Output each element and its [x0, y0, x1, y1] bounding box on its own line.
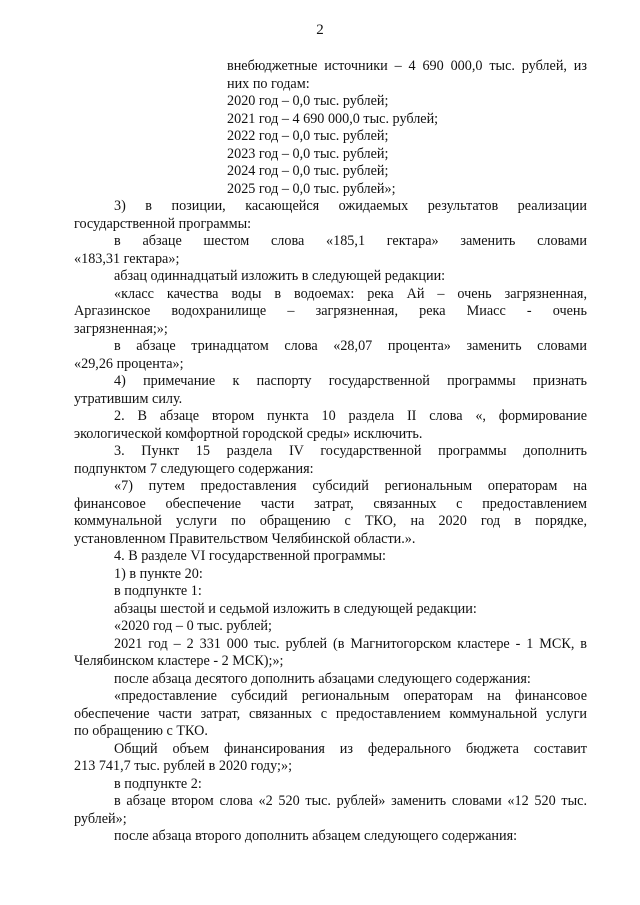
paragraph-line: «29,26 процента»;	[74, 355, 184, 372]
paragraph-line: Общий объем финансирования из федерального бюджета составит	[114, 740, 587, 757]
funding-line: 2020 год – 0,0 тыс. рублей;	[227, 93, 389, 109]
paragraph-line: 3) в позиции, касающейся ожидаемых результатов реализации	[114, 198, 587, 214]
paragraph-line: абзацы шестой и седьмой изложить в следующей редакции:	[114, 600, 477, 617]
paragraph-line: 3. Пункт 15 раздела IV государственной программы дополнить	[114, 443, 587, 459]
paragraph	[74, 268, 587, 286]
paragraph	[74, 688, 587, 741]
paragraph-line: «7) путем предоставления субсидий региональным операторам на	[114, 478, 587, 494]
paragraph-line: в абзаце втором слова «2 520 тыс. рублей» заменить словами «12 520 тыс.	[114, 793, 587, 809]
paragraph-line: 213 741,7 тыс. рублей в 2020 году;»;	[74, 758, 293, 774]
paragraph-line: 4. В разделе VI государственной программы:	[114, 548, 386, 564]
paragraph	[74, 566, 587, 584]
funding-line: них по годам:	[227, 75, 310, 92]
paragraph-line: государственной программы:	[74, 215, 252, 232]
paragraph-line: абзац одиннадцатый изложить в следующей редакции:	[114, 268, 446, 284]
paragraph-line: обеспечение части затрат, связанных с предоставлением коммунальной услуги	[74, 705, 587, 722]
paragraph-line: после абзаца второго дополнить абзацем следующего содержания:	[114, 828, 518, 844]
paragraph-line: загрязненная;»;	[74, 320, 168, 337]
paragraph	[74, 601, 587, 619]
paragraph	[74, 828, 587, 846]
paragraph	[74, 198, 587, 233]
paragraph	[74, 776, 587, 794]
paragraph-line: в абзаце тринадцатом слова «28,07 процента» заменить словами	[114, 338, 587, 354]
paragraph	[74, 618, 587, 636]
paragraph-line: 4) примечание к паспорту государственной программы признать	[114, 373, 587, 389]
paragraph	[74, 478, 587, 548]
paragraph	[74, 338, 587, 373]
paragraph-line: рублей»;	[74, 810, 127, 827]
funding-line: 2022 год – 0,0 тыс. рублей;	[227, 128, 389, 144]
funding-line: 2024 год – 0,0 тыс. рублей;	[227, 163, 389, 179]
paragraph-line: Челябинском кластере - 2 МСК);»;	[74, 653, 284, 669]
paragraph-line: «183,31 гектара»;	[74, 250, 180, 267]
paragraph-line: коммунальной услуги по обращению с ТКО, на 2020 год в порядке,	[74, 513, 587, 529]
paragraph-line: Аргазинское водохранилище – загрязненная, река Миасс - очень	[74, 303, 587, 319]
paragraph	[74, 408, 587, 443]
paragraph-line: в подпункте 1:	[114, 583, 202, 599]
paragraph	[74, 443, 587, 478]
paragraph	[74, 583, 587, 601]
paragraph-line: «2020 год – 0 тыс. рублей;	[114, 618, 272, 634]
paragraph-line: экологической комфортной городской среды» исключить.	[74, 425, 423, 442]
paragraph-line: в подпункте 2:	[114, 775, 202, 792]
paragraph-line: «предоставление субсидий региональным операторам на финансовое	[114, 688, 587, 704]
paragraph-line: финансовое обеспечение части затрат, связанных с предоставлением	[74, 495, 587, 512]
paragraph-line: 2021 год – 2 331 000 тыс. рублей (в Магнитогорском кластере - 1 МСК, в	[114, 635, 587, 652]
paragraph-line: установленном Правительством Челябинской области.».	[74, 530, 416, 547]
funding-line: 2021 год – 4 690 000,0 тыс. рублей;	[227, 110, 439, 127]
paragraph	[74, 793, 587, 828]
paragraph	[74, 286, 587, 339]
document-body	[74, 198, 587, 846]
funding-block	[227, 58, 587, 198]
paragraph-line: после абзаца десятого дополнить абзацами следующего содержания:	[114, 670, 531, 687]
paragraph-line: 1) в пункте 20:	[114, 565, 203, 582]
paragraph	[74, 741, 587, 776]
paragraph-line: по обращению с ТКО.	[74, 723, 208, 739]
paragraph	[74, 233, 587, 268]
paragraph	[74, 636, 587, 671]
paragraph	[74, 671, 587, 689]
page-number: 2	[316, 22, 324, 38]
paragraph-line: «класс качества воды в водоемах: река Ай – очень загрязненная,	[114, 285, 587, 302]
paragraph-line: в абзаце шестом слова «185,1 гектара» заменить словами	[114, 233, 587, 249]
paragraph	[74, 548, 587, 566]
paragraph-line: 2. В абзаце втором пункта 10 раздела II слова «, формирование	[114, 408, 587, 424]
paragraph	[74, 373, 587, 408]
paragraph-line: подпунктом 7 следующего содержания:	[74, 460, 314, 477]
funding-line: 2025 год – 0,0 тыс. рублей»;	[227, 180, 396, 197]
funding-line: внебюджетные источники – 4 690 000,0 тыс. рублей, из	[227, 58, 587, 74]
paragraph-line: утратившим силу.	[74, 390, 183, 407]
funding-line: 2023 год – 0,0 тыс. рублей;	[227, 145, 389, 162]
